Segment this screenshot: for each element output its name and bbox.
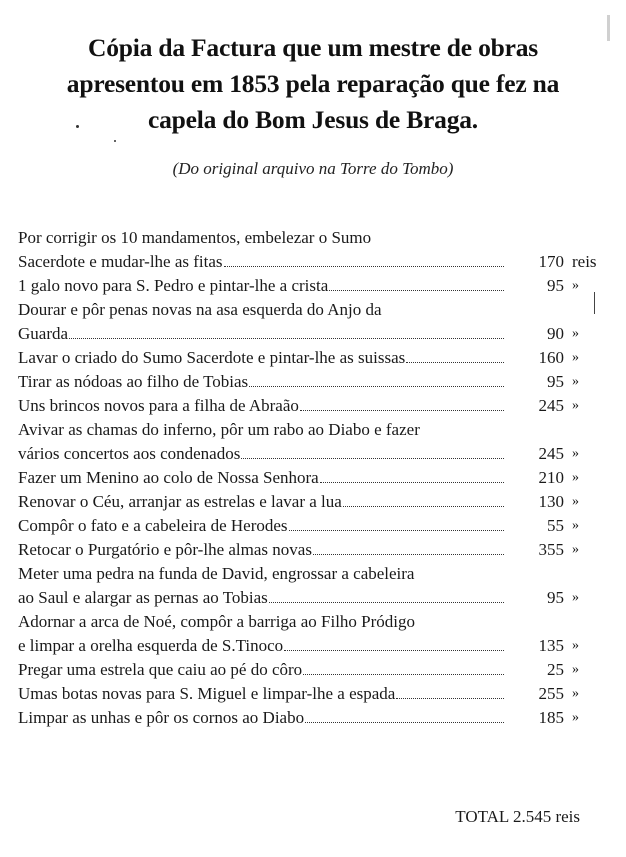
total-label: TOTAL [455,807,509,826]
invoice-line [18,536,618,560]
item-text: Dourar e pôr penas novas na asa esquerda do Anjo da [18,300,382,319]
invoice-items [18,224,618,728]
scan-speck [76,125,79,128]
item-description [18,588,506,608]
invoice-line [18,320,618,344]
item-text: Limpar as unhas e pôr os cornos ao Diabo [18,708,305,727]
item-description [18,300,506,320]
dot-leader [313,553,504,555]
item-description [18,564,506,584]
total-unit: reis [555,807,580,826]
item-description [18,276,506,296]
item-text: Renovar o Céu, arranjar as estrelas e lavar a lua [18,492,342,511]
dot-leader [303,673,504,675]
item-unit: » [572,470,579,485]
item-unit: » [572,446,579,461]
invoice-line [18,224,618,248]
item-unit: » [572,398,579,413]
dot-leader [343,505,504,507]
item-description [18,228,506,248]
item-text: vários concertos aos condenados [18,444,241,463]
invoice-line [18,440,618,464]
item-unit: » [572,542,579,557]
invoice-line [18,488,618,512]
item-text: Avivar as chamas do inferno, pôr um rabo ao Diabo e fazer [18,420,420,439]
item-unit: » [572,326,579,341]
item-description [18,684,506,704]
item-amount: 160 [538,348,564,367]
invoice-line [18,632,618,656]
item-description [18,372,506,392]
invoice-total [455,807,580,827]
dot-leader [320,481,504,483]
item-unit: » [572,686,579,701]
item-amount: 90 [547,324,564,343]
invoice-line [18,392,618,416]
dot-leader [249,385,504,387]
item-unit: » [572,662,579,677]
dot-leader [396,697,504,699]
item-unit: reis [572,252,597,271]
item-unit: » [572,374,579,389]
invoice-line [18,344,618,368]
item-description [18,324,506,344]
item-text: Fazer um Menino ao colo de Nossa Senhora [18,468,319,487]
item-description [18,252,506,272]
item-text: Umas botas novas para S. Miguel e limpar-lhe a espada [18,684,396,703]
invoice-line [18,680,618,704]
scan-mark [594,292,595,314]
invoice-line [18,368,618,392]
item-unit: » [572,278,579,293]
item-description [18,612,506,632]
item-description [18,492,506,512]
item-text: Guarda [18,324,69,343]
item-text: ao Saul e alargar as pernas ao Tobias [18,588,268,607]
dot-leader [300,409,504,411]
item-description [18,540,506,560]
item-amount: 95 [547,276,564,295]
item-description [18,516,506,536]
dot-leader [289,529,504,531]
item-unit: » [572,638,579,653]
item-unit: » [572,710,579,725]
title-line: Cópia da Factura que um mestre de obras [87,33,538,62]
scan-speck [114,140,116,142]
item-amount: 185 [538,708,564,727]
scan-mark [607,15,610,41]
item-text: Retocar o Purgatório e pôr-lhe almas novas [18,540,312,559]
item-amount: 25 [547,660,564,679]
item-text: Lavar o criado do Sumo Sacerdote e pintar-lhe as suissas [18,348,406,367]
item-amount: 95 [547,588,564,607]
item-description [18,348,506,368]
item-text: Tirar as nódoas ao filho de Tobias [18,372,249,391]
item-amount: 95 [547,372,564,391]
item-unit: » [572,350,579,365]
item-description [18,636,506,656]
item-text: Por corrigir os 10 mandamentos, embelezar o Sumo [18,228,372,247]
item-description [18,660,506,680]
document-title [0,30,626,138]
item-amount: 255 [538,684,564,703]
invoice-line [18,464,618,488]
invoice-line [18,584,618,608]
item-text: 1 galo novo para S. Pedro e pintar-lhe a crista [18,276,329,295]
item-amount: 130 [538,492,564,511]
dot-leader [284,649,504,651]
dot-leader [406,361,504,363]
item-text: Uns brincos novos para a filha de Abraão [18,396,299,415]
invoice-line [18,608,618,632]
item-text: Meter uma pedra na funda de David, engrossar a cabeleira [18,564,415,583]
item-text: Pregar uma estrela que caiu ao pé do côro [18,660,303,679]
dot-leader [329,289,504,291]
dot-leader [224,265,504,267]
dot-leader [269,601,504,603]
item-text: Compôr o fato e a cabeleira de Herodes [18,516,288,535]
item-text: Adornar a arca de Noé, compôr a barriga ao Filho Pródigo [18,612,416,631]
item-unit: » [572,518,579,533]
dot-leader [69,337,504,339]
item-amount: 355 [538,540,564,559]
invoice-line [18,560,618,584]
total-amount: 2.545 [512,807,552,826]
title-line: capela do Bom Jesus de Braga. [148,105,478,134]
invoice-line [18,704,618,728]
item-unit: » [572,494,579,509]
item-description [18,444,506,464]
dot-leader [305,721,504,723]
item-text: Sacerdote e mudar-lhe as fitas [18,252,223,271]
item-amount: 55 [547,516,564,535]
item-amount: 170 [538,252,564,271]
item-description [18,420,506,440]
item-amount: 135 [538,636,564,655]
item-amount: 245 [538,444,564,463]
item-unit: » [572,590,579,605]
invoice-line [18,656,618,680]
title-line: apresentou em 1853 pela reparação que fez na [66,69,560,98]
invoice-line [18,416,618,440]
item-description [18,396,506,416]
invoice-line [18,512,618,536]
dot-leader [241,457,504,459]
invoice-line [18,272,618,296]
item-amount: 210 [538,468,564,487]
item-description [18,468,506,488]
invoice-line [18,248,618,272]
item-amount: 245 [538,396,564,415]
document-subtitle: (Do original arquivo na Torre do Tombo) [172,159,454,178]
item-text: e limpar a orelha esquerda de S.Tinoco [18,636,284,655]
item-description [18,708,506,728]
invoice-line [18,296,618,320]
